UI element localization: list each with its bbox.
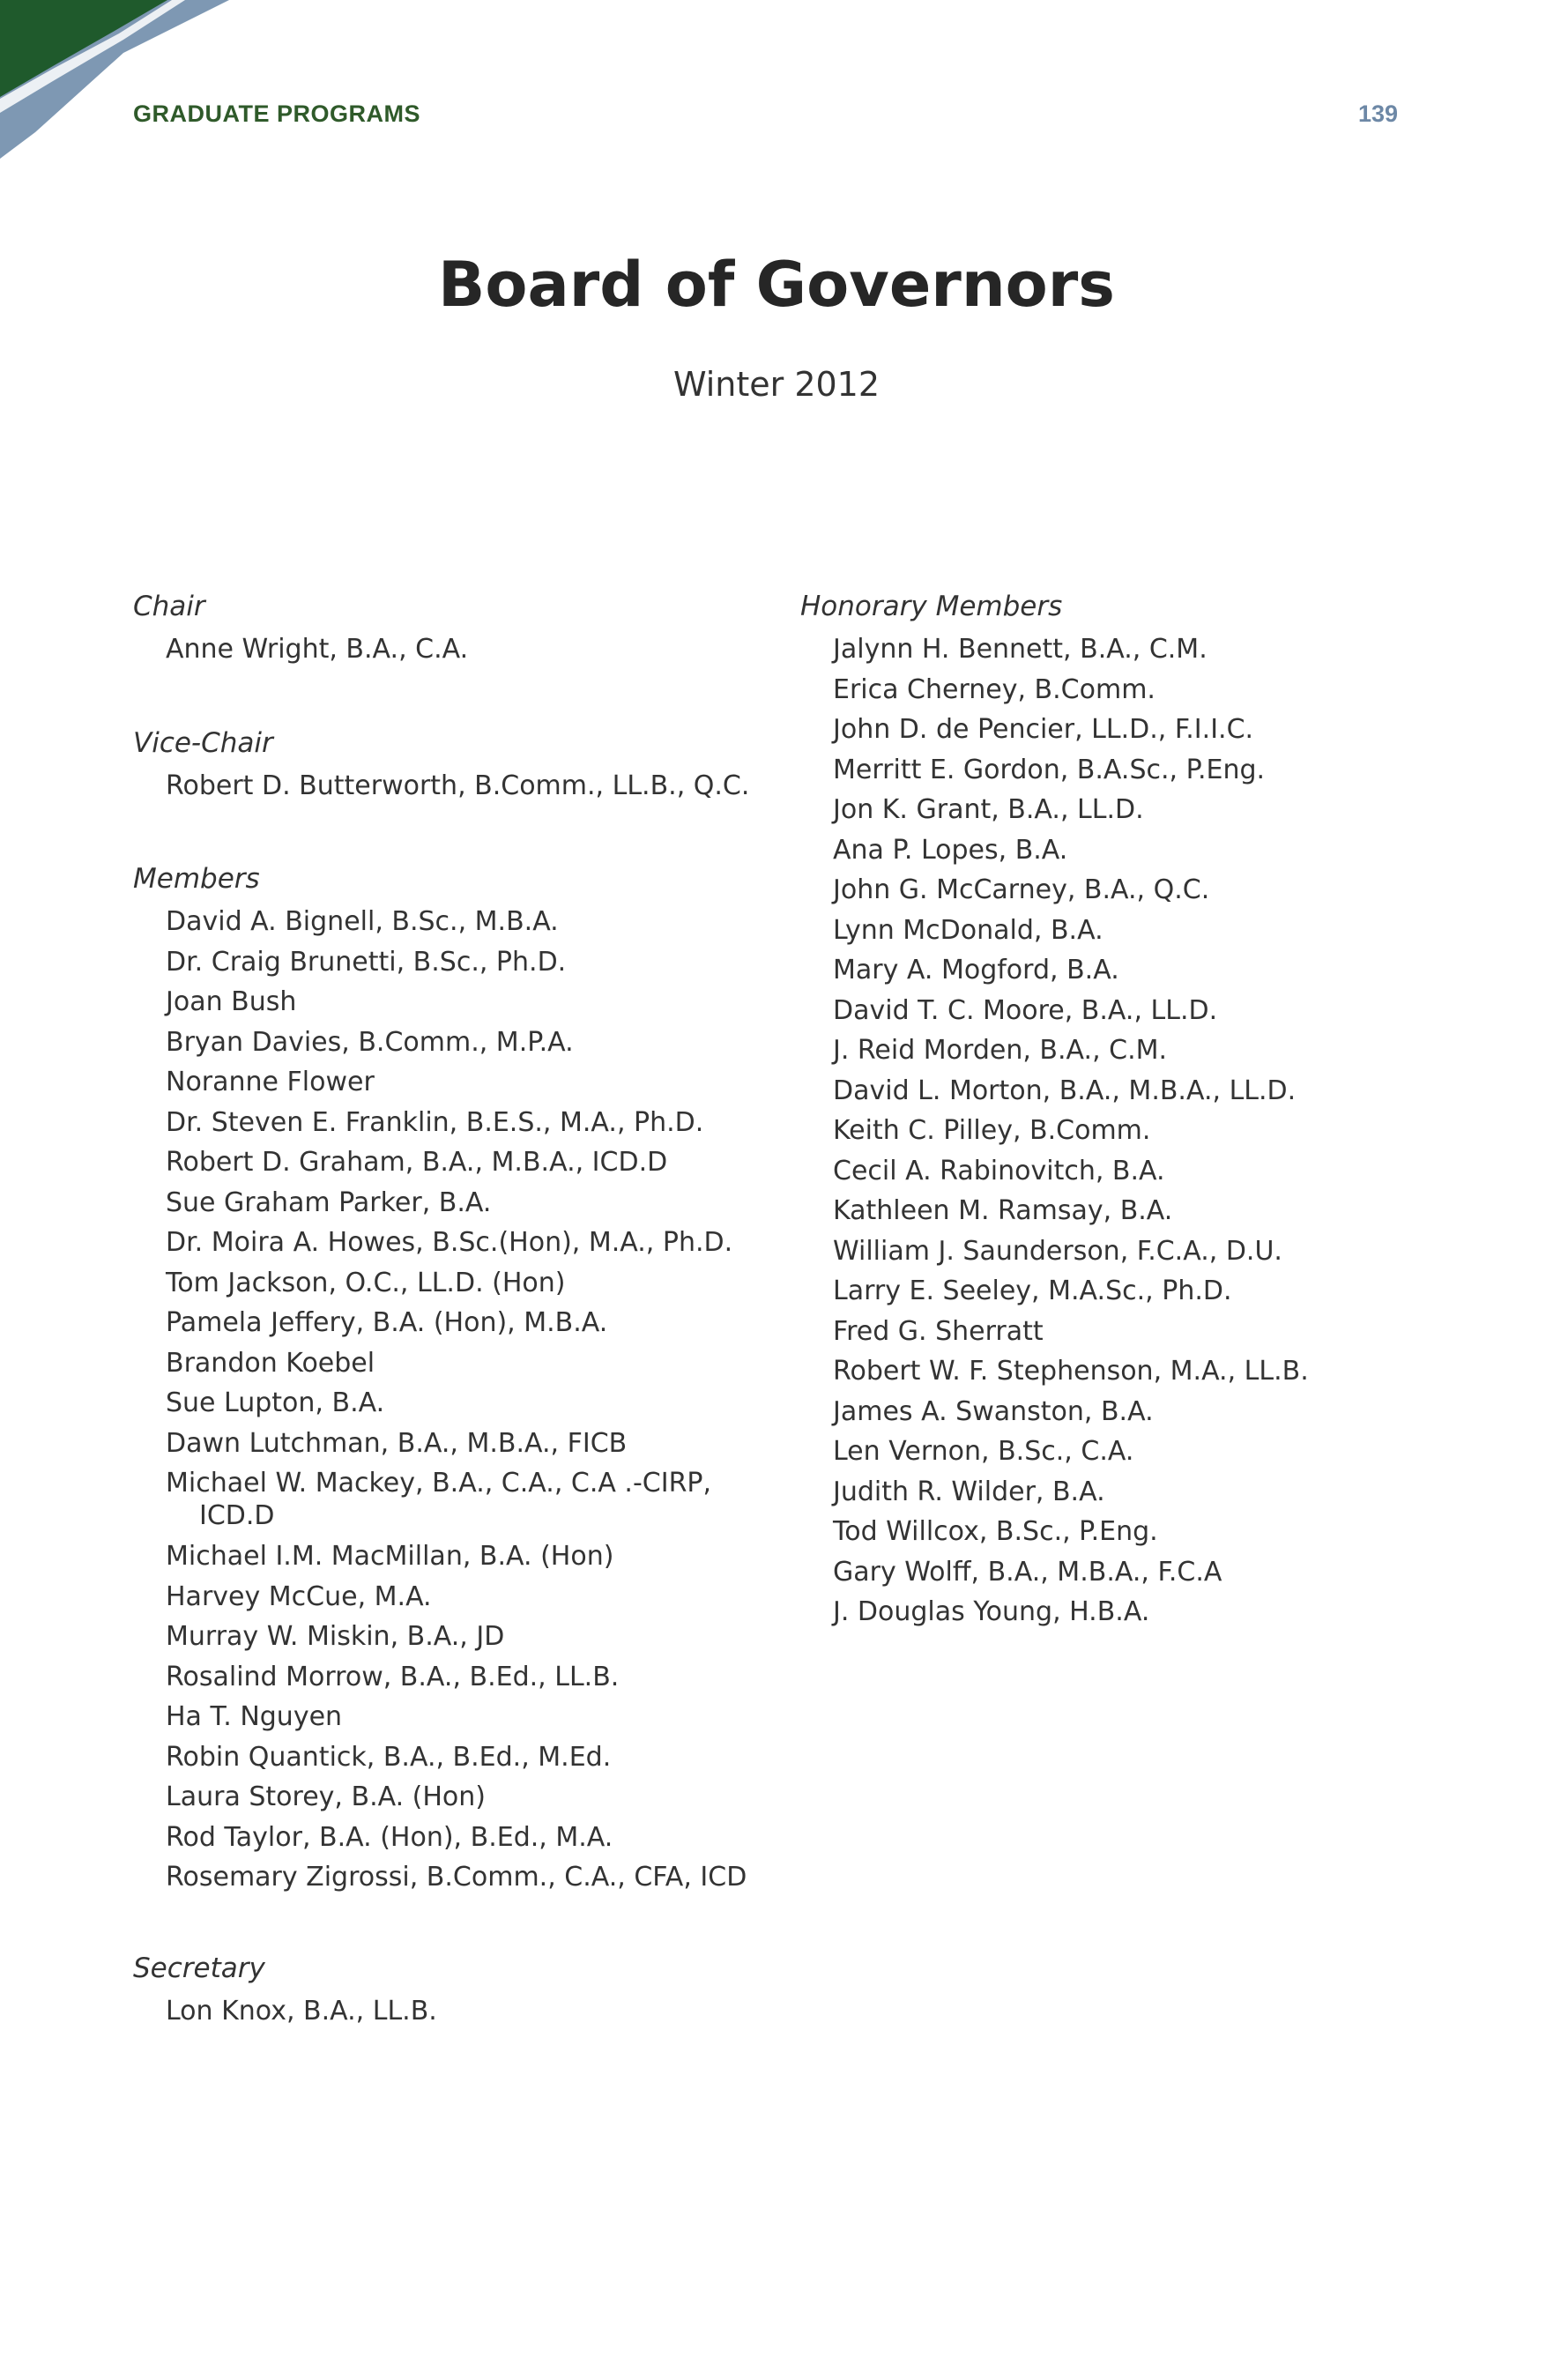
vice-chair-list <box>133 766 768 807</box>
members-list <box>133 902 768 1898</box>
list-item: Merritt E. Gordon, B.A.Sc., P.Eng. <box>833 754 1266 785</box>
list-item: Bryan Davies, B.Comm., M.P.A. <box>166 1026 574 1058</box>
secretary-heading: Secretary <box>133 1952 265 1984</box>
members-section <box>133 856 768 1898</box>
list-item: Joan Bush <box>166 986 297 1017</box>
list-item: Rosemary Zigrossi, B.Comm., C.A., CFA, ICD <box>166 1862 747 1893</box>
page-subtitle: Winter 2012 <box>672 365 881 404</box>
corner-decoration <box>0 0 247 159</box>
list-item: Dawn Lutchman, B.A., M.B.A., FICB <box>166 1427 628 1459</box>
list-item: Jon K. Grant, B.A., LL.D. <box>833 794 1144 825</box>
list-item: J. Reid Morden, B.A., C.M. <box>833 1035 1168 1066</box>
list-item: Murray W. Miskin, B.A., JD <box>166 1621 505 1652</box>
page-number: 139 <box>1357 100 1398 127</box>
list-item: William J. Saunderson, F.C.A., D.U. <box>833 1235 1282 1267</box>
list-item: Erica Cherney, B.Comm. <box>833 673 1155 705</box>
list-item: Jalynn H. Bennett, B.A., C.M. <box>833 634 1207 665</box>
list-item: Robert W. F. Stephenson, M.A., LL.B. <box>833 1356 1309 1387</box>
chair-heading: Chair <box>133 591 205 622</box>
list-item: Lon Knox, B.A., LL.B. <box>166 1995 437 2027</box>
list-item: Laura Storey, B.A. (Hon) <box>166 1781 487 1812</box>
list-item: Dr. Craig Brunetti, B.Sc., Ph.D. <box>166 946 567 978</box>
honorary-members-heading: Honorary Members <box>800 591 1063 622</box>
running-head: GRADUATE PROGRAMS <box>133 100 421 127</box>
list-item: Sue Graham Parker, B.A. <box>166 1186 492 1218</box>
list-item: John D. de Pencier, LL.D., F.I.I.C. <box>833 714 1254 745</box>
members-heading: Members <box>133 863 260 895</box>
secretary-section <box>133 1945 768 2032</box>
list-item: Sue Lupton, B.A. <box>166 1387 385 1418</box>
list-item: John G. McCarney, B.A., Q.C. <box>833 874 1210 905</box>
list-item: Ana P. Lopes, B.A. <box>833 834 1068 866</box>
list-item: Len Vernon, B.Sc., C.A. <box>833 1436 1134 1467</box>
secretary-list <box>133 1991 768 2032</box>
chair-section <box>133 584 768 670</box>
list-item: Tod Willcox, B.Sc., P.Eng. <box>833 1516 1158 1547</box>
list-item: David A. Bignell, B.Sc., M.B.A. <box>166 906 559 937</box>
list-item: Judith R. Wilder, B.A. <box>833 1476 1105 1507</box>
left-column <box>133 584 768 2031</box>
list-item: J. Douglas Young, H.B.A. <box>833 1596 1150 1627</box>
list-item: Robert D. Graham, B.A., M.B.A., ICD.D <box>166 1147 668 1178</box>
page-title: Board of Governors <box>438 249 1115 321</box>
list-item: Lynn McDonald, B.A. <box>833 914 1103 946</box>
list-item: Dr. Moira A. Howes, B.Sc.(Hon), M.A., Ph.D. <box>166 1227 733 1258</box>
chair-list <box>133 629 768 670</box>
list-item: Cecil A. Rabinovitch, B.A. <box>833 1155 1165 1186</box>
list-item: Harvey McCue, M.A. <box>166 1580 432 1612</box>
list-item: Brandon Koebel <box>166 1347 375 1379</box>
list-item: Fred G. Sherratt <box>833 1315 1044 1347</box>
list-item: Michael I.M. MacMillan, B.A. (Hon) <box>166 1541 614 1572</box>
list-item: Pamela Jeffery, B.A. (Hon), M.B.A. <box>166 1307 608 1338</box>
list-item: Mary A. Mogford, B.A. <box>833 955 1119 985</box>
list-item: Robin Quantick, B.A., B.Ed., M.Ed. <box>166 1741 612 1773</box>
list-item: Rosalind Morrow, B.A., B.Ed., LL.B. <box>166 1661 620 1692</box>
list-item: David L. Morton, B.A., M.B.A., LL.D. <box>833 1075 1297 1106</box>
list-item: Noranne Flower <box>166 1067 375 1097</box>
list-item: Michael W. Mackey, B.A., C.A., C.A .-CIRP, ICD.D <box>166 1468 712 1531</box>
list-item: Gary Wolff, B.A., M.B.A., F.C.A <box>833 1556 1222 1588</box>
right-column <box>800 584 1435 1633</box>
list-item: Ha T. Nguyen <box>166 1701 343 1732</box>
vice-chair-heading: Vice-Chair <box>133 726 273 759</box>
list-item: David T. C. Moore, B.A., LL.D. <box>833 994 1218 1026</box>
list-item: Tom Jackson, O.C., LL.D. (Hon) <box>166 1267 566 1298</box>
section-gap <box>133 806 768 856</box>
list-item: Rod Taylor, B.A. (Hon), B.Ed., M.A. <box>166 1821 613 1853</box>
section-gap <box>133 1898 768 1945</box>
honorary-members-list <box>800 629 1435 1633</box>
list-item: Keith C. Pilley, B.Comm. <box>833 1115 1151 1146</box>
honorary-members-section <box>800 584 1435 1633</box>
list-item: Robert D. Butterworth, B.Comm., LL.B., Q.C. <box>166 770 750 801</box>
list-item: Larry E. Seeley, M.A.Sc., Ph.D. <box>833 1276 1232 1306</box>
section-gap <box>133 670 768 720</box>
list-item: Dr. Steven E. Franklin, B.E.S., M.A., Ph.D. <box>166 1106 704 1138</box>
list-item: Anne Wright, B.A., C.A. <box>166 634 469 665</box>
list-item: James A. Swanston, B.A. <box>833 1395 1154 1427</box>
list-item: Kathleen M. Ramsay, B.A. <box>833 1195 1173 1226</box>
vice-chair-section <box>133 720 768 807</box>
